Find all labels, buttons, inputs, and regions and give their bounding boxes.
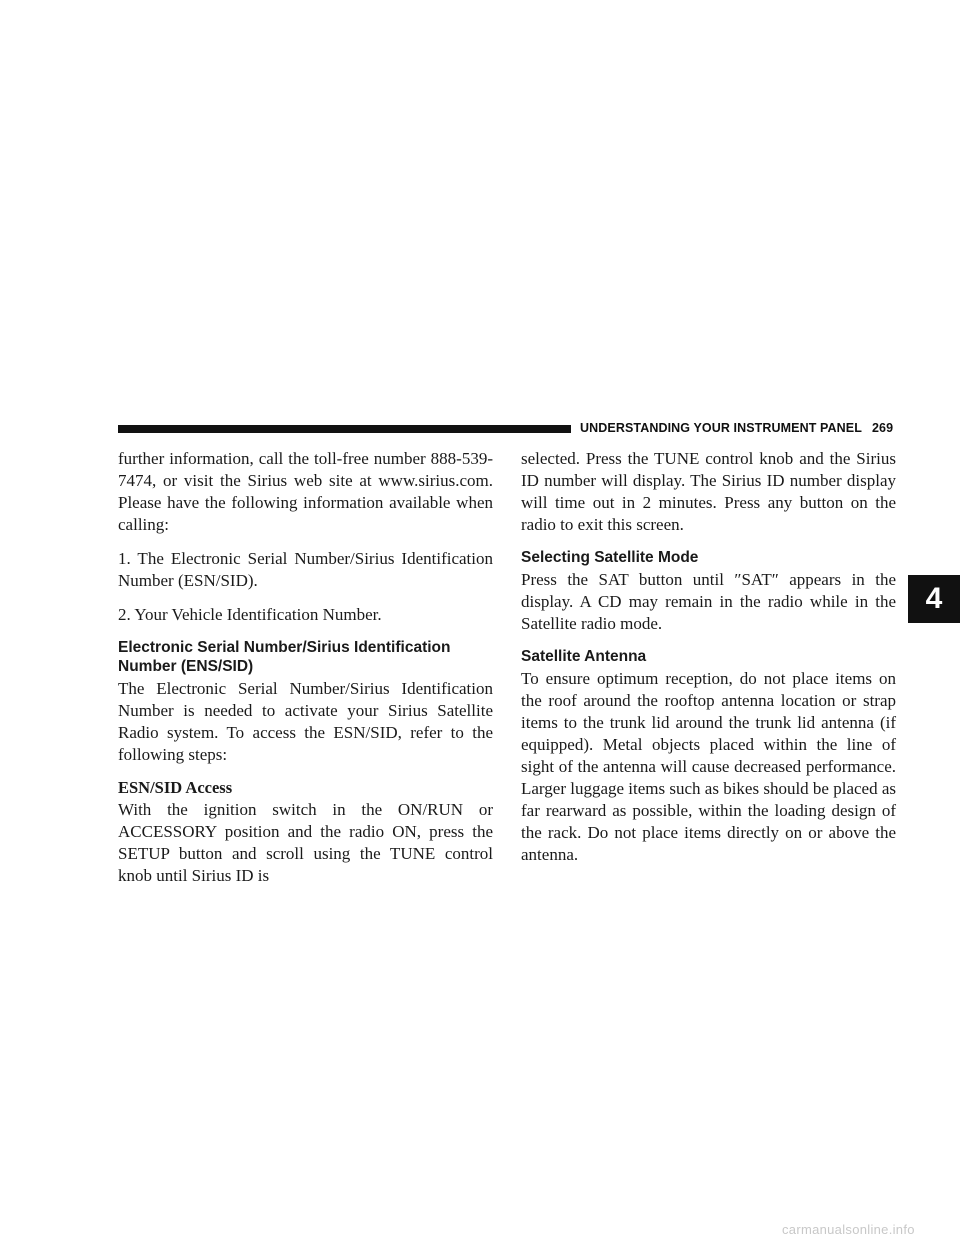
right-column xyxy=(521,448,896,866)
running-header xyxy=(580,421,893,435)
intro-paragraph: further information, call the toll-free number 888-539-7474, or visit the Sirius web site at www.sirius.com. Please have the following information available when calling: xyxy=(118,449,493,534)
satellite-mode-paragraph: Press the SAT button until ″SAT″ appears in the display. A CD may remain in the radio while in the Satellite radio mode. xyxy=(521,570,896,633)
esn-paragraph: The Electronic Serial Number/Sirius Identification Number is needed to activate your Sirius Satellite Radio system. To access the ESN/SID, refer to the following steps: xyxy=(118,679,493,764)
heading-satellite-mode: Selecting Satellite Mode xyxy=(521,549,699,566)
section-title: UNDERSTANDING YOUR INSTRUMENT PANEL xyxy=(580,421,862,435)
header-rule xyxy=(118,425,571,433)
antenna-paragraph: To ensure optimum reception, do not place items on the roof around the rooftop antenna location or strap items to the trunk lid around the trunk lid antenna (if equipped). Metal objects placed within the line of sight of the antenna will cause decreased performance. Larger luggage items such as bikes should be placed as far rearward as possible, within the loading design of the rack. Do not place items directly on or above the antenna. xyxy=(521,669,896,864)
continuation-paragraph: selected. Press the TUNE control knob and the Sirius ID number will display. The Sirius ID number display will time out in 2 minutes. Press any button on the radio to exit this screen. xyxy=(521,449,896,534)
watermark: carmanualsonline.info xyxy=(782,1222,915,1237)
heading-esn-sid: Electronic Serial Number/Sirius Identification Number (ENS/SID) xyxy=(118,639,451,675)
chapter-tab: 4 xyxy=(908,575,960,623)
page-number: 269 xyxy=(871,421,894,435)
list-item-2: 2. Your Vehicle Identification Number. xyxy=(118,605,382,624)
left-column xyxy=(118,448,493,887)
heading-satellite-antenna: Satellite Antenna xyxy=(521,648,647,665)
access-paragraph: With the ignition switch in the ON/RUN or ACCESSORY position and the radio ON, press the SETUP button and scroll using the TUNE control knob until Sirius ID is xyxy=(118,800,493,885)
subheading-esn-access: ESN/SID Access xyxy=(118,778,233,797)
list-item-1: 1. The Electronic Serial Number/Sirius Identification Number (ESN/SID). xyxy=(118,549,493,590)
